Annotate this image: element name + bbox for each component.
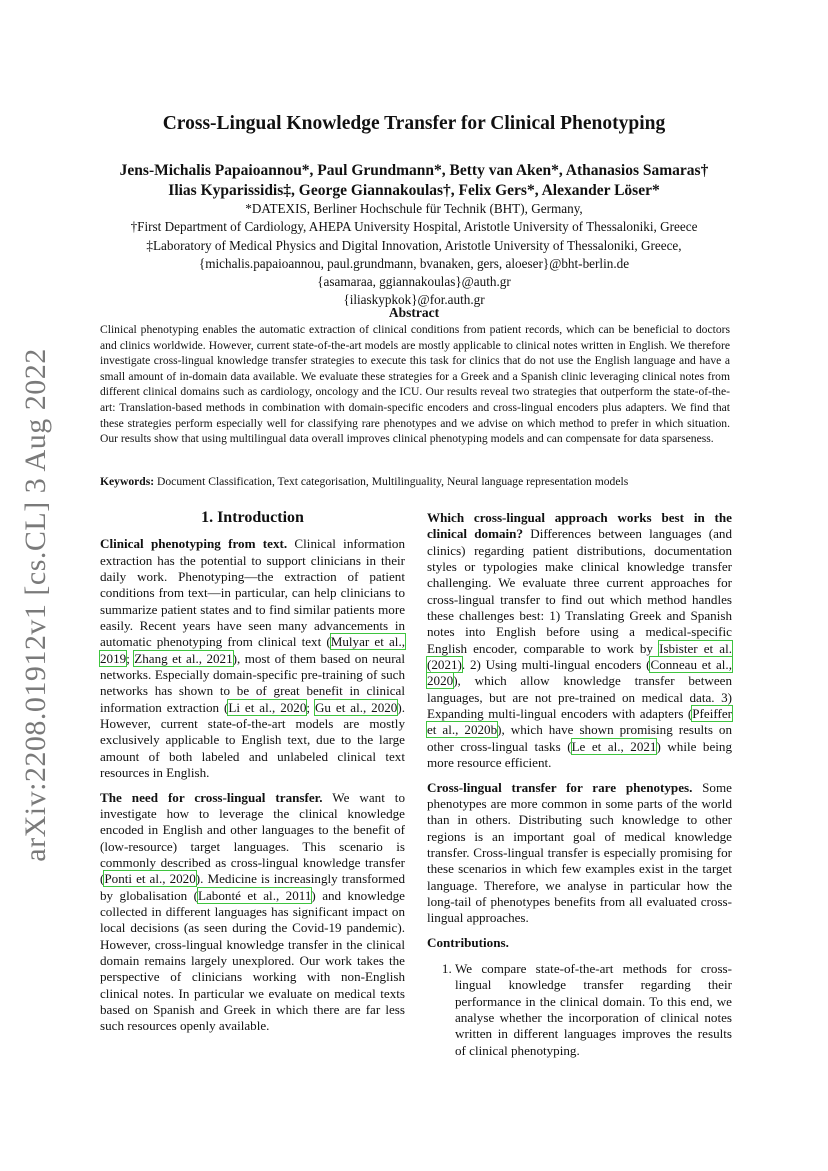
paragraph-clinical-phenotyping — [100, 536, 405, 781]
affiliation-2: †First Department of Cardiology, AHEPA University Hospital, Aristotle University of Thessaloniki, Greece — [130, 219, 698, 235]
contributions-heading: Contributions. — [427, 934, 509, 950]
affiliations — [80, 200, 748, 310]
paragraph-text: ; — [306, 699, 315, 715]
citation-link[interactable]: Pfeiffer et al., 2020b — [427, 706, 732, 738]
keywords-text: Document Classification, Text categorisation, Multilinguality, Neural language representation models — [157, 475, 629, 488]
keywords — [100, 475, 730, 488]
authors-line-2: Ilias Kyparissidis‡, George Giannakoulas†, Felix Gers*, Alexander Löser* — [168, 182, 660, 199]
affiliation-3: ‡Laboratory of Medical Physics and Digital Innovation, Aristotle University of Thessaloniki, Greece, — [146, 237, 682, 253]
section-heading-introduction: 1. Introduction — [201, 509, 304, 526]
citation-link[interactable]: Li et al., 2020 — [228, 699, 307, 715]
left-column — [100, 510, 405, 1043]
author-list — [80, 161, 748, 201]
citation-link[interactable]: Zhang et al., 2021 — [134, 650, 233, 666]
contributions-list — [427, 961, 732, 1059]
citation-link[interactable]: Ponti et al., 2020 — [104, 871, 196, 887]
arxiv-sidebar-stamp — [16, 348, 56, 862]
paragraph-text: ; — [126, 650, 135, 666]
paragraph-text: Clinical information extraction has the potential to support clinicians in their daily work. Phenotyping—the extraction of patient conditions from text—in particular, can help clinicians to summarize patient states and to find similar patients more easily. Recent years have seen many advancements in automatic phenotyping from clinical text ( — [100, 536, 405, 650]
citation-link[interactable]: Le et al., 2021 — [571, 738, 657, 754]
email-for-auth: {iliaskypkok}@for.auth.gr — [343, 292, 485, 308]
citation-link[interactable]: Gu et al., 2020 — [314, 699, 398, 715]
list-item: 1. We compare state-of-the-art methods for cross-lingual knowledge transfer regarding their performance in the clinical domain. To this end, we analyse whether the incorporation of clinical notes written in different languages improves the results of clinical phenotyping. — [455, 961, 732, 1059]
paragraph-text: ) while being more resource efficient. — [427, 738, 733, 771]
authors-line-1: Jens-Michalis Papaioannou*, Paul Grundmann*, Betty van Aken*, Athanasios Samaras† — [119, 162, 709, 179]
email-auth: {asamaraa, ggiannakoulas}@auth.gr — [317, 274, 511, 290]
paragraph-text: We want to investigate how to leverage the clinical knowledge encoded in English and other languages to the benefit of (low-resource) target languages. This scenario is commonly described as cross-lingual knowledge transfer ( — [100, 789, 405, 887]
affiliation-1: *DATEXIS, Berliner Hochschule für Technik (BHT), Germany, — [245, 201, 583, 216]
citation-link[interactable]: Labonté et al., 2011 — [198, 887, 312, 903]
citation-link[interactable]: Conneau et al., 2020 — [427, 657, 732, 689]
paper-title: Cross-Lingual Knowledge Transfer for Clinical Phenotyping — [162, 113, 666, 134]
paragraph-heading: Cross-lingual transfer for rare phenotypes. — [427, 779, 693, 795]
abstract-text: Clinical phenotyping enables the automatic extraction of clinical conditions from patient records, which can be beneficial to doctors and clinics worldwide. However, current state-of-the-art models are mostly applicable to clinical notes written in English. We therefore investigate cross-lingual knowledge transfer strategies to execute this task for clinics that do not use the English language and have a small amount of in-domain data available. We evaluate these strategies for a Greek and a Spanish clinic leveraging clinical notes from different clinical domains such as cardiology, oncology and the ICU. Our results reveal two strategies that outperform the state-of-the-art: Translation-based methods in combination with domain-specific encoders and cross-lingual encoders plus adapters. We find that these strategies perform especially well for classifying rare phenotypes and we advise on which method to prefer in which situation. Our results show that using multilingual data overall improves clinical phenotyping models and can compensate for data sparseness. — [100, 323, 730, 446]
paragraph-cross-lingual-need — [100, 790, 405, 1035]
paragraph-text: ). However, current state-of-the-art models are mostly exclusively applicable to English text, due to the large amount of both labeled and unlabeled clinical text resources in English. — [100, 699, 405, 781]
citation-link[interactable]: Isbister et al. (2021) — [427, 640, 732, 673]
paragraph-text: ), which allow knowledge transfer between languages, but are not pre-trained on medical data. 3) Expanding multi-lingual encoders with adapters ( — [427, 673, 732, 722]
paragraph-text: ), which have shown promising results on other cross-lingual tasks ( — [427, 722, 732, 754]
paragraph-which-approach — [427, 510, 732, 772]
paragraph-heading: Which cross-lingual approach works best in the clinical domain? — [427, 510, 732, 542]
paragraph-text: ). Medicine is increasingly transformed by globalisation ( — [100, 871, 405, 903]
abstract-heading: Abstract — [388, 305, 440, 320]
citation-link[interactable]: Mulyar et al., 2019 — [100, 634, 405, 666]
paragraph-heading: Clinical phenotyping from text. — [100, 536, 288, 552]
arxiv-id: arXiv:2208.01912v1 [cs.CL] 3 Aug 2022 — [19, 348, 52, 862]
keywords-label: Keywords: — [100, 475, 155, 488]
paragraph-text: Differences between languages (and clinics) regarding patient distributions, documentation styles or typologies make clinical knowledge transfer challenging. We evaluate three current approaches for cross-lingual transfer to find out which method handles these challenges best: 1) Translating Greek and Spanish notes into English before using a medical-specific English encoder, comparable to work by — [427, 526, 733, 656]
paragraph-heading: The need for cross-lingual transfer. — [100, 789, 323, 805]
paragraph-text: ) and knowledge collected in different languages has significant impact on local decisions (as seen during the Covid-19 pandemic). However, cross-lingual knowledge transfer in the clinical domain remains largely unexplored. Our work takes the perspective of clinicians working with non-English clinical notes. In particular we evaluate on medical texts based on Spanish and Greek in which there are far less such resources openly available. — [100, 887, 405, 1034]
paragraph-text: . 2) Using multi-lingual encoders ( — [461, 657, 651, 673]
paragraph-text: ), most of them based on neural networks. Especially domain-specific pre-training of such networks has shown to be of great benefit in clinical information extraction ( — [100, 650, 406, 715]
right-column — [427, 510, 732, 1059]
paragraph-rare-phenotypes — [427, 780, 732, 927]
paragraph-text: Some phenotypes are more common in some parts of the world than in others. Distributing such knowledge to other regions is an important goal of medical knowledge transfer. Cross-lingual transfer is especially promising for these scenarios in which few examples exist in the target language. Therefore, we analyse in particular how the long-tail of phenotypes benefits from all evaluated cross-lingual approaches. — [427, 779, 732, 926]
email-bht: {michalis.papaioannou, paul.grundmann, bvanaken, gers, aloeser}@bht-berlin.de — [198, 255, 630, 271]
